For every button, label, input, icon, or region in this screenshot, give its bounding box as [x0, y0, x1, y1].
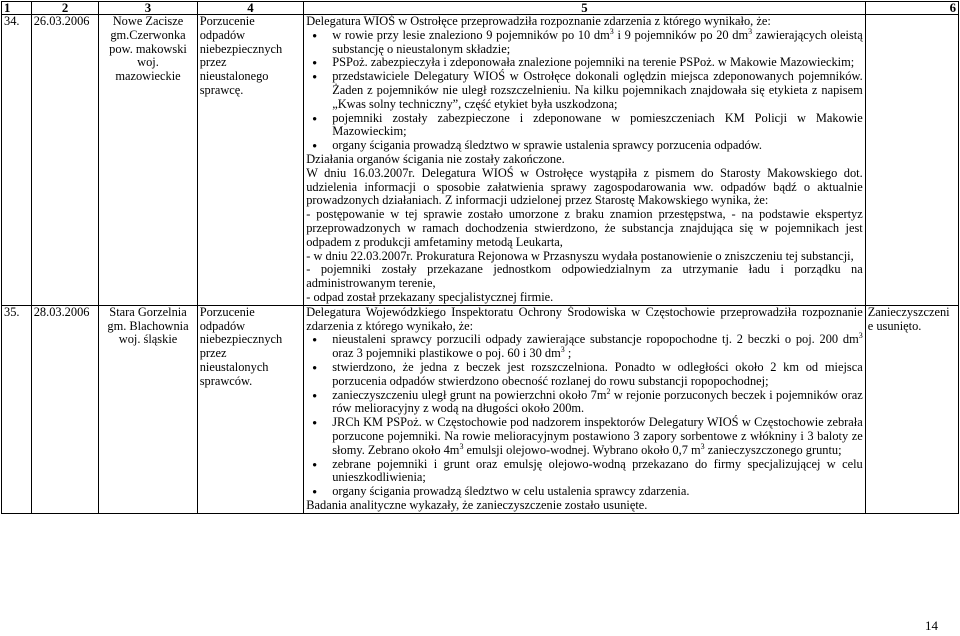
list-item: ● nieustaleni sprawcy porzucili odpady zawierające substancje ropopochodne tj. 2 beczki o poj. 200 $dm^3$ oraz 3 pojemniki plastikowe o poj. 60 i 30 $dm^3$ ; [306, 333, 862, 361]
description-cell [304, 305, 865, 513]
event-line: sprawcę. [199, 82, 244, 97]
description-paragraph: Badania analityczne wykazały, że zanieczyszczenie zostało usunięte. [306, 497, 648, 512]
header-col-1: 1 [2, 2, 32, 15]
description-cell [304, 15, 865, 306]
list-item: ● zanieczyszczeniu uległ grunt na powierzchni około $7m^2$ w rejonie porzuconych beczek i pojemników oraz rów melioracyjny z wodą na długości około 200m. [306, 389, 862, 417]
event-line: nieustalonego [199, 69, 269, 84]
header-col-3: 3 [99, 2, 197, 15]
place-line: woj. śląskie [118, 332, 178, 347]
event-line: odpadów [199, 27, 246, 42]
description-paragraph: - w dniu 22.03.2007r. Prokuratura Rejonowa w Przasnyszu wydała postanowienie o zniszczeniu tej substancji, [306, 248, 854, 263]
header-col-5: 5 [304, 2, 865, 15]
description-paragraph: - odpad został przekazany specjalistycznej firmie. [306, 289, 554, 304]
place-line: mazowieckie [115, 69, 181, 84]
row-number: 34. [2, 15, 32, 306]
list-item: ● JRCh KM PSPoż. w Częstochowie pod nadzorem inspektorów Delegatury WIOŚ w Częstochowie zebrała porzucone pojemniki. Na rowie melioracyjnym postawiono 3 zapory sorbentowe z włókniny i 3 baloty ze słomy. Zebrano około $4m^3$ emulsji olejowo-wodnej. Wybrano około 0,7 $m^3$ zanieczyszczonego gruntu; [306, 416, 862, 457]
event-line: Porzucenie [199, 14, 255, 28]
date-cell: 28.03.2006 [31, 305, 99, 513]
place-cell [99, 15, 197, 306]
description-paragraph: W dniu 16.03.2007r. Delegatura WIOŚ w Ostrołęce wystąpiła z pismem do Starosty Makowskiego dot. udzielenia informacji o sposobie załatwienia sprawy zagospodarowania ww. odpadów bądź o aktualnie prowadzonych działaniach. Z informacji udzielonej przez Starostę Makowskiego wynika, że: [306, 165, 863, 208]
event-line: sprawców. [199, 373, 253, 388]
event-cell [197, 15, 304, 306]
place-line: woj. [137, 55, 159, 70]
place-cell [99, 305, 197, 513]
header-col-4: 4 [197, 2, 304, 15]
list-item: ● PSPoż. zabezpieczyła i zdeponowała znalezione pojemniki na terenie PSPoż. w Makowie Mazowieckim; [306, 56, 862, 70]
findings-list [306, 333, 862, 499]
place-line: gm.Czerwonka [110, 27, 186, 42]
description-intro: Delegatura WIOŚ w Ostrołęce przeprowadziła rozpoznanie zdarzenia z którego wynikało, że: [306, 14, 771, 28]
event-line: przez [199, 55, 227, 70]
list-item: ● organy ścigania prowadzą śledztwo w sprawie ustalenia sprawcy porzucenia odpadów. [306, 139, 862, 153]
table-row-35 [2, 305, 959, 513]
description-intro: Delegatura Wojewódzkiego Inspektoratu Ochrony Środowiska w Częstochowie przeprowadziła rozpoznanie zdarzenia z którego wynikało, że: [306, 304, 863, 333]
list-item: ● zebrane pojemniki i grunt oraz emulsję olejowo-wodną przekazano do firmy specjalizującej w celu unieszkodliwienia; [306, 458, 862, 486]
table-row-34 [2, 15, 959, 306]
result-cell [865, 15, 958, 306]
date-cell: 26.03.2006 [31, 15, 99, 306]
description-paragraph: Działania organów ścigania nie zostały zakończone. [306, 151, 565, 166]
row-number: 35. [2, 305, 32, 513]
description-paragraph: - postępowanie w tej sprawie zostało umorzone z braku znamion przestępstwa, - na podstawie ekspertyz przeprowadzonych w ramach dochodzenia stwierdzono, że substancja znajdująca się w pojemnikach jest odpadem z produkcji amfetaminy metodą Leukarta, [306, 207, 863, 249]
header-col-2: 2 [31, 2, 99, 15]
event-line: Porzucenie [199, 304, 255, 319]
list-item: ● pojemniki zostały zabezpieczone i zdeponowane w pomieszczeniach KM Policji w Makowie Mazowieckim; [306, 112, 862, 140]
result-cell: Zanieczyszczeni e usunięto. [865, 305, 958, 513]
incident-table [1, 1, 959, 514]
event-line: niebezpiecznych [199, 41, 283, 56]
place-line: gm. Blachownia [107, 318, 189, 333]
event-line: nieustalonych [199, 359, 269, 374]
place-line: Stara Gorzelnia [109, 304, 187, 319]
list-item: ● stwierdzono, że jedna z beczek jest rozszczelniona. Ponadto w odległości około 2 km od miejsca porzucenia odpadów stwierdzono obecność rozlanej do rowu substancji ropopochodnej; [306, 361, 862, 389]
header-col-6: 6 [865, 2, 958, 15]
event-line: niebezpiecznych [199, 332, 283, 347]
findings-list [306, 26, 863, 153]
list-item: ● przedstawiciele Delegatury WIOŚ w Ostrołęce dokonali oględzin miejsca zdeponowanych pojemników. Żaden z pojemników nie uległ rozszczelnieniu. Na kilku pojemnikach znajdowała się etykieta z napisem „Kwas solny techniczny”, część etykiet była uszkodzona; [306, 70, 862, 111]
description-paragraph: - pojemniki zostały przekazane jednostkom odpowiedzialnym za utrzymanie ładu i porządku na administrowanym terenie, [306, 262, 863, 291]
list-item: ● organy ścigania prowadzą śledztwo w celu ustalenia sprawcy zdarzenia. [306, 485, 862, 499]
place-line: Nowe Zacisze [112, 14, 184, 28]
event-line: odpadów [199, 318, 246, 333]
place-line: pow. makowski [109, 41, 187, 56]
list-item: ● w rowie przy lesie znaleziono 9 pojemników po 10 $dm^3$ i 9 pojemników po 20 $dm^3$ zawierających oleistą substancję o nieustalonym składzie; [306, 29, 862, 57]
event-line: przez [199, 346, 227, 361]
table-header-row [2, 2, 959, 15]
event-cell [197, 305, 304, 513]
page-number: 14 [925, 618, 938, 633]
